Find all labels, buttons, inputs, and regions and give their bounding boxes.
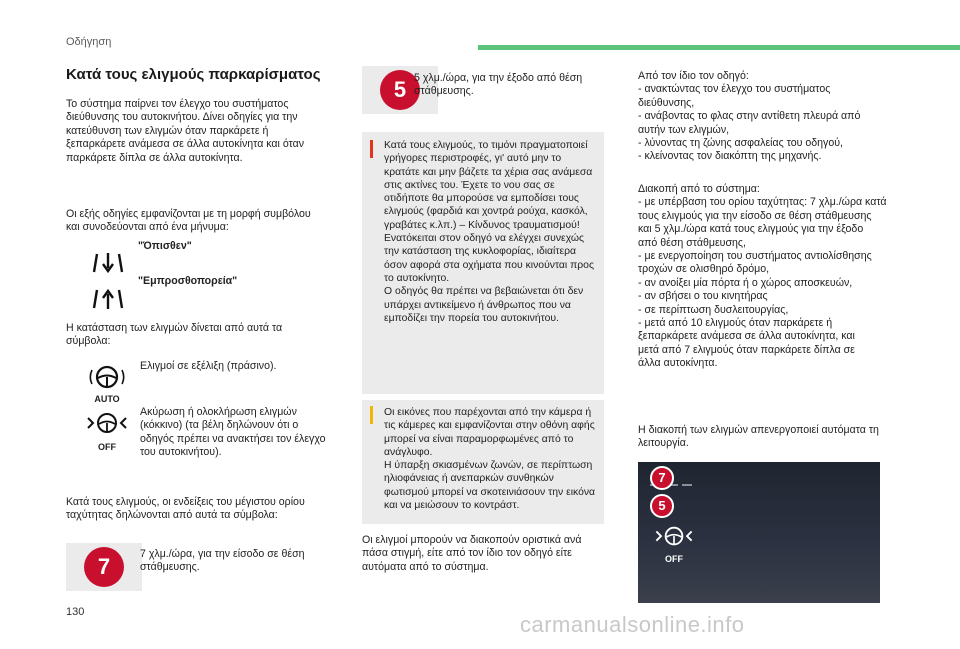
list-item: - ανάβοντας το φλας στην αντίθετη πλευρά από αυτήν των ελιγμών, xyxy=(638,110,861,136)
auto-icon-label: AUTO xyxy=(94,394,120,405)
driver-section xyxy=(638,70,900,164)
list-item: - λύνοντας τη ζώνης ασφαλείας του οδηγού, xyxy=(638,137,843,150)
speed-sign-7-box xyxy=(66,543,142,591)
speed-limit-7-icon: 7 xyxy=(84,547,124,587)
info-text: Οι εικόνες που παρέχονται από την κάμερα ή τις κάμερες και εμφανίζονται στην οθόνη αφής μπορεί να είναι παραμορφωμένες από το ανάγλυφο. Η ύπαρξη σκιασμένων ζωνών, σε περίπτωση ηλιοφάνειας ή ανεπαρκών συνθηκών φωτισμού μπορεί να σκοτεινιάσουν την εικόνα και να μειώσουν το κοντράστ. xyxy=(384,407,596,512)
intro-paragraph: Το σύστημα παίρνει τον έλεγχο του συστήματος διεύθυνσης του αυτοκινήτου. Δίνει οδηγίες για την κατεύθυνση των ελιγμών όταν παρκάρετε ή ξεπαρκάρετε ανάμεσα σε άλλα αυτοκίνητα και όταν παρκάρετε δίπλα σε άλλα αυτοκίνητα. xyxy=(66,98,305,164)
list-item: - με ενεργοποίηση του συστήματος αντιολίσθησης τροχών σε ολισθηρό δρόμο, xyxy=(638,250,872,276)
speed-intro: Κατά τους ελιγμούς, οι ενδείξεις του μέγιστου ορίου ταχύτητας δηλώνονται από αυτά τα σύμβολα: xyxy=(66,496,305,522)
list-item: - σε περίπτωση δυσλειτουργίας, xyxy=(638,303,789,316)
photo-speed-7-icon: 7 xyxy=(650,466,674,490)
forward-label: "Εμπροσθοπορεία" xyxy=(138,275,238,287)
auto-off-text: Η διακοπή των ελιγμών απενεργοποιεί αυτόματα τη λειτουργία. xyxy=(638,424,879,450)
reverse-label: "Όπισθεν" xyxy=(138,240,192,252)
info-mark-icon xyxy=(370,406,373,424)
forward-icon xyxy=(88,286,128,312)
state-intro: Η κατάσταση των ελιγμών δίνεται από αυτά τα σύμβολα: xyxy=(66,322,283,348)
off-text: Ακύρωση ή ολοκλήρωση ελιγμών (κόκκινο) (τα βέλη δηλώνουν ότι ο οδηγός πρέπει να ανακτήσει τον έλεγχο του αυτοκινήτου). xyxy=(140,406,326,459)
list-item: - με υπέρβαση του ορίου ταχύτητας: 7 χλμ./ώρα κατά τους ελιγμούς για την είσοδο σε θέση στάθμευσης και 5 χλμ./ώρα κατά τους ελιγμούς για την έξοδο από θέση στάθμευσης, xyxy=(638,196,887,249)
page-heading: Κατά τους ελιγμούς παρκαρίσματος xyxy=(66,66,321,83)
off-icon-label: OFF xyxy=(98,442,116,453)
touchscreen-photo xyxy=(638,462,880,603)
steering-off-icon xyxy=(86,410,128,453)
warning-text: Κατά τους ελιγμούς, το τιμόνι πραγματοποιεί γρήγορες περιστροφές, γι' αυτό μην το κρατάτε και μην βάζετε τα χέρια σας ανάμεσα στις ακτίνες του. Έχετε το νου σας σε οτιδήποτε θα μπορούσε να εμποδίσει τους ελιγμούς (φαρδιά και χοντρά ρούχα, κασκόλ, γραβάτες κ.λπ.) – Κίνδυνος τραυματισμού! Ενατόκειται στον οδηγό να ελέγχει συνεχώς την κατάσταση της κυκλοφορίας, ιδιαίτερα όσον αφορά στα οχήματα που κινούνται προς το αυτοκίνητο. Ο οδηγός θα πρέπει να βεβαιώνεται ότι δεν υπάρχει αντικείμενο ή άνθρωπος που να εμποδίζει την πορεία του αυτοκινήτου. xyxy=(384,140,594,324)
watermark: carmanualsonline.info xyxy=(520,612,745,637)
auto-text: Ελιγμοί σε εξέλιξη (πράσινο). xyxy=(140,360,277,372)
sign5-text: 5 χλμ./ώρα, για την έξοδο από θέση στάθμευσης. xyxy=(414,72,583,98)
closing-text: Οι ελιγμοί μπορούν να διακοπούν οριστικά ανά πάσα στιγμή, είτε από τον ίδιο τον οδηγό είτε αυτόματα από το σύστημα. xyxy=(362,534,582,573)
system-section xyxy=(638,183,900,371)
list-item: - αν σβήσει ο του κινητήρας xyxy=(638,290,768,303)
list-item: - ανακτώντας τον έλεγχο του συστήματος διεύθυνσης, xyxy=(638,83,831,109)
warning-mark-icon xyxy=(370,140,373,158)
section-title: Οδήγηση xyxy=(66,36,112,48)
photo-off-label: OFF xyxy=(665,554,683,565)
warning-box xyxy=(362,132,604,394)
driver-intro: Από τον ίδιο τον οδηγό: xyxy=(638,70,749,82)
list-item: - αν ανοίξει μία πόρτα ή ο χώρος αποσκευών, xyxy=(638,276,853,289)
section-accent-bar xyxy=(478,45,960,50)
steering-auto-icon xyxy=(86,364,128,405)
speed-limit-5-icon: 5 xyxy=(380,70,420,110)
photo-steering-off-icon xyxy=(654,524,694,564)
page-number: 130 xyxy=(66,606,85,618)
photo-speed-5-icon: 5 xyxy=(650,494,674,518)
info-box xyxy=(362,400,604,524)
list-item: - κλείνοντας τον διακόπτη της μηχανής. xyxy=(638,150,822,163)
sign7-text: 7 χλμ./ώρα, για την είσοδο σε θέση στάθμευσης. xyxy=(140,548,305,574)
system-intro: Διακοπή από το σύστημα: xyxy=(638,183,760,195)
symbols-intro: Οι εξής οδηγίες εμφανίζονται με τη μορφή συμβόλου και συνοδεύονται από ένα μήνυμα: xyxy=(66,208,311,234)
reverse-icon xyxy=(88,250,128,276)
list-item: - μετά από 10 ελιγμούς όταν παρκάρετε ή ξεπαρκάρετε ανάμεσα σε άλλα αυτοκίνητα, και μετά από 7 ελιγμούς όταν παρκάρετε δίπλα σε άλλα αυτοκίνητα. xyxy=(638,317,855,370)
